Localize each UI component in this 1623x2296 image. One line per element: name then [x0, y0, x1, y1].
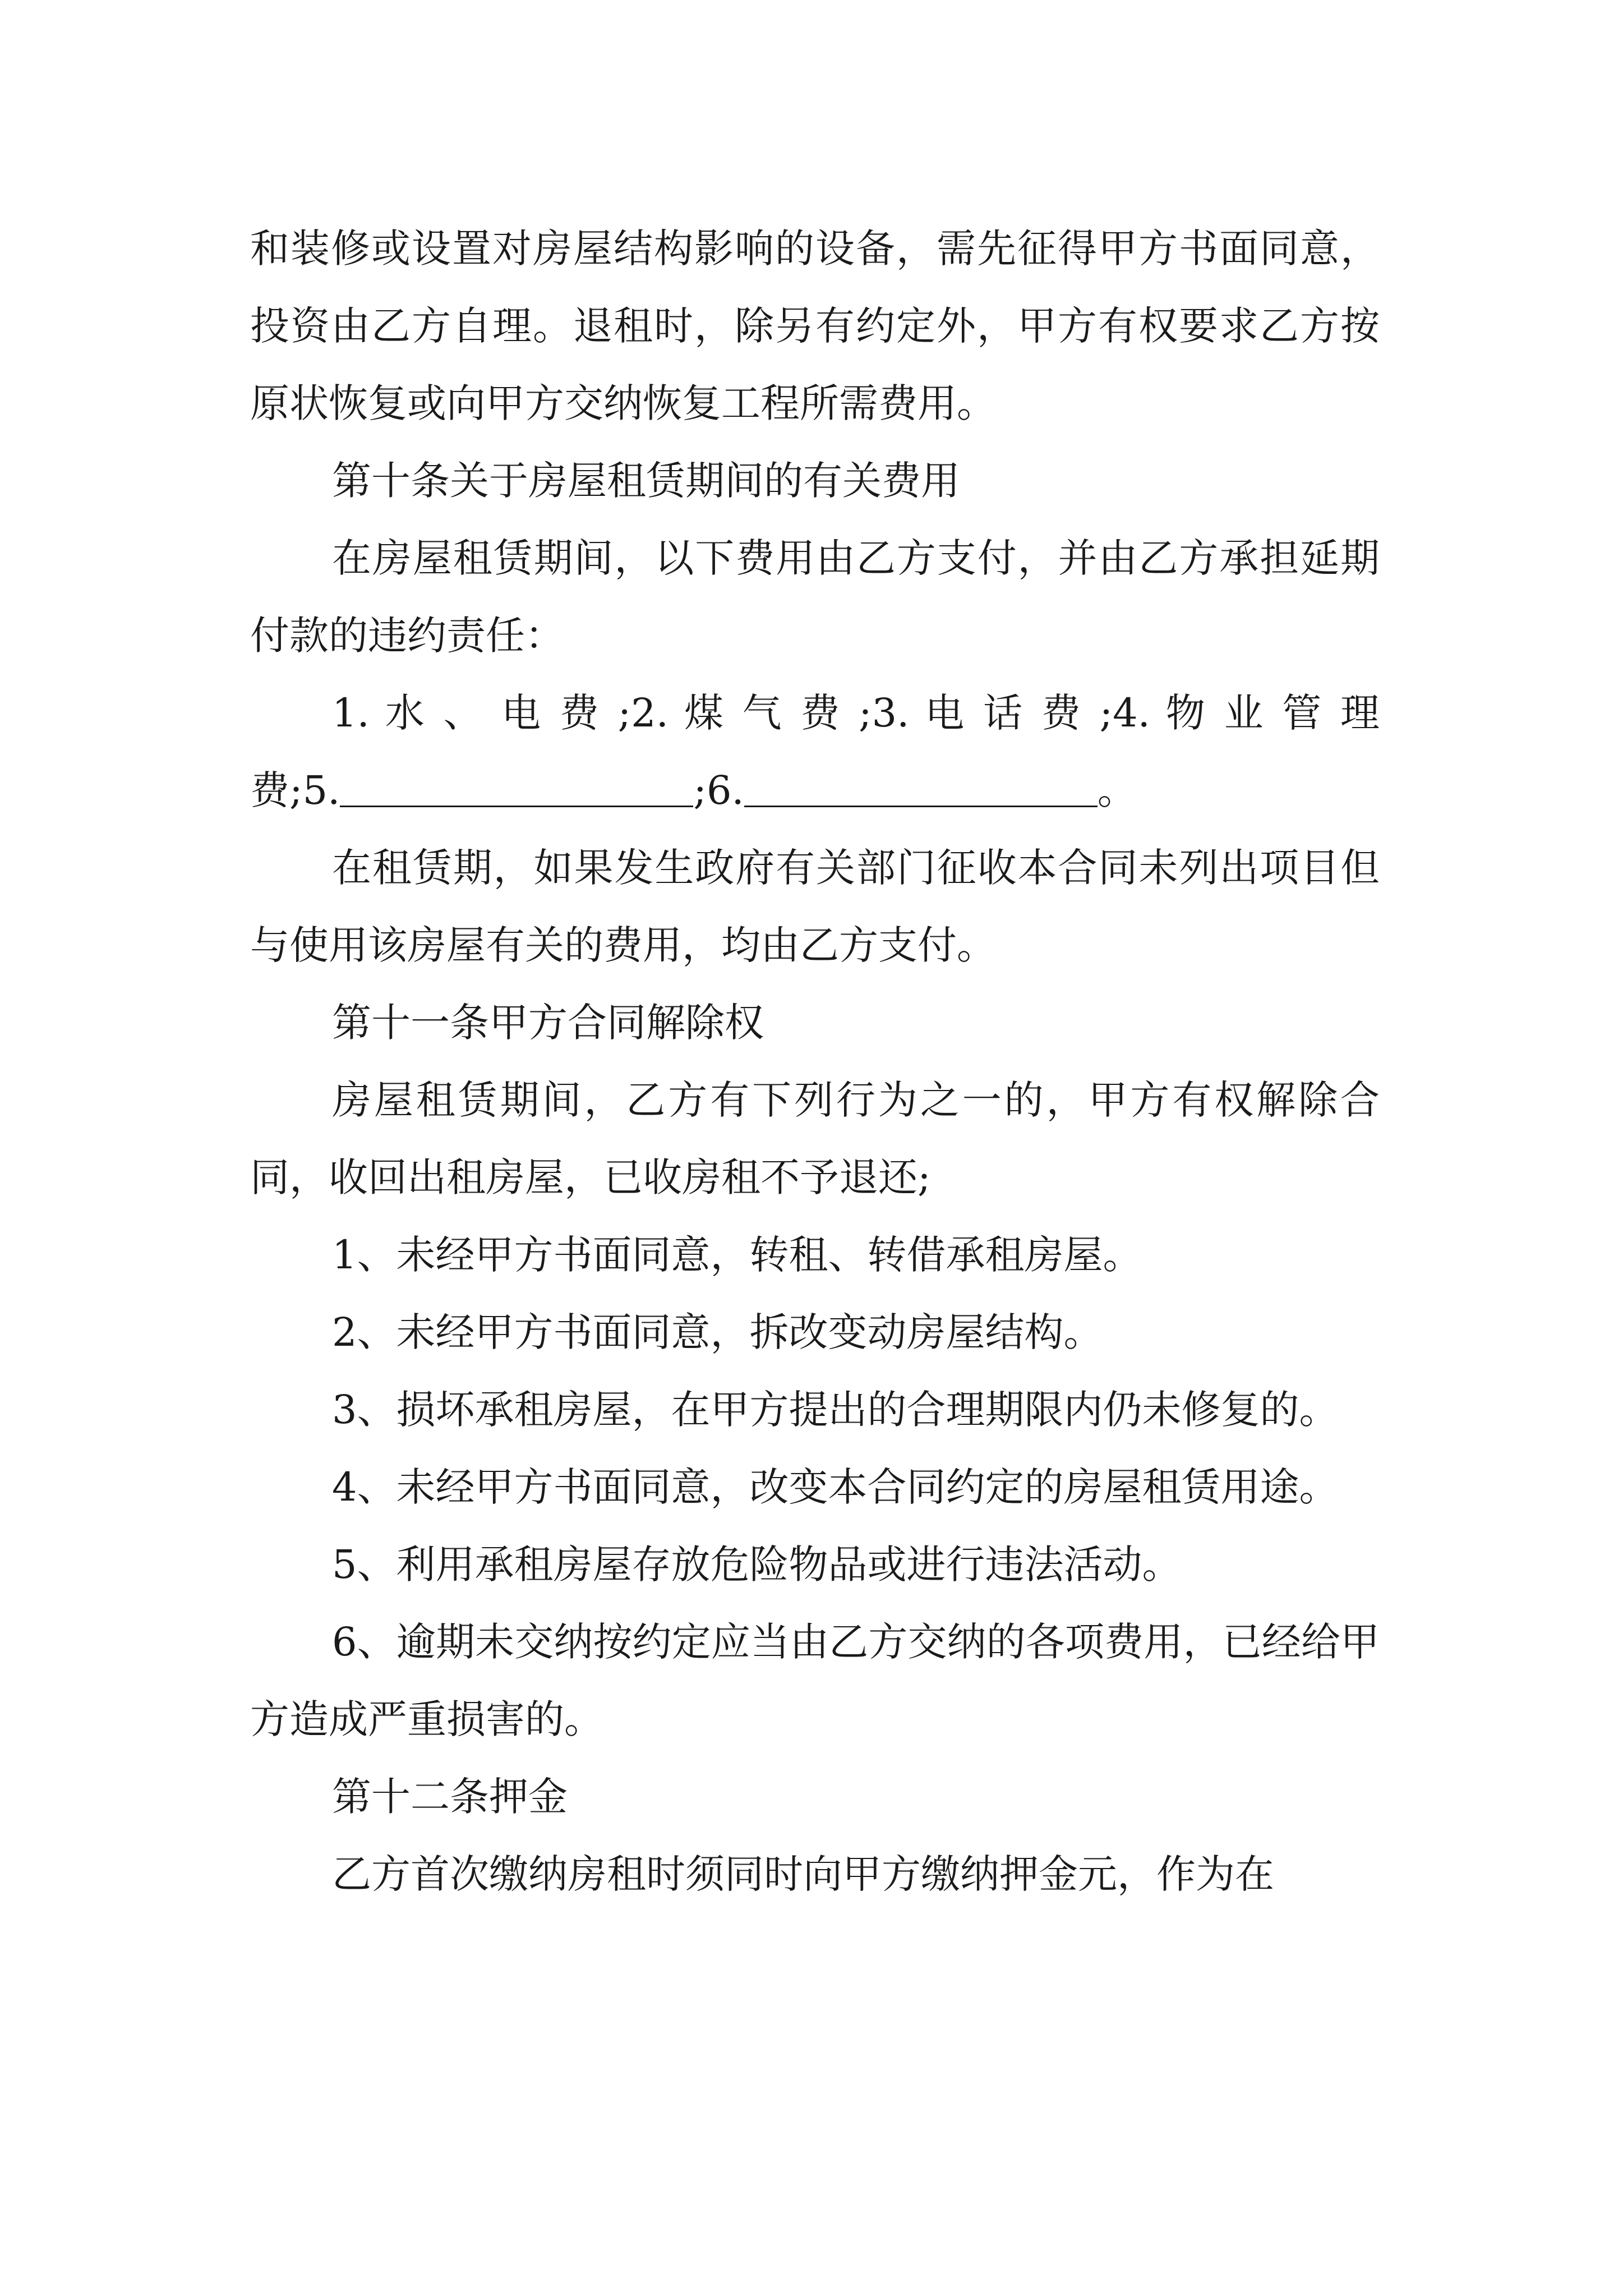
list-item-4: 4、未经甲方书面同意，改变本合同约定的房屋租赁用途。 [332, 1464, 1339, 1510]
paragraph-deposit: 乙方首次缴纳房租时须同时向甲方缴纳押金元，作为在 [332, 1851, 1274, 1897]
list-item-3: 3、损坏承租房屋，在甲方提出的合理期限内仍未修复的。 [332, 1387, 1339, 1433]
list-item-5: 5、利用承租房屋存放危险物品或进行违法活动。 [332, 1542, 1182, 1588]
paragraph-fees-intro: 在房屋租赁期间，以下费用由乙方支付，并由乙方承担延期付款的违约责任： [250, 535, 1380, 659]
paragraph-government-fees: 在租赁期，如果发生政府有关部门征收本合同未列出项目但与使用该房屋有关的费用，均由乙方支付。 [250, 845, 1380, 968]
fee-list-text: 1. 水 、 电 费 ;2. 煤 气 费 ;3. 电 话 费 ;4. 物 业 管 理 费;5. [250, 690, 1380, 813]
document-body [250, 210, 1380, 1913]
list-item-1: 1、未经甲方书面同意，转租、转借承租房屋。 [332, 1232, 1142, 1278]
paragraph-termination-intro: 房屋租赁期间，乙方有下列行为之一的，甲方有权解除合同，收回出租房屋，已收房租不予退还; [250, 1077, 1380, 1200]
fee-list-end: 。 [1097, 767, 1137, 813]
fee-list-separator: ;6. [693, 767, 744, 813]
article-12-heading: 第十二条押金 [332, 1774, 568, 1820]
paragraph-renovation-continued: 和装修或设置对房屋结构影响的设备，需先征得甲方书面同意，投资由乙方自理。退租时，除另有约定外，甲方有权要求乙方按原状恢复或向甲方交纳恢复工程所需费用。 [250, 226, 1380, 426]
article-11-heading: 第十一条甲方合同解除权 [332, 1000, 764, 1046]
blank-field-6 [744, 766, 1098, 807]
article-10-heading: 第十条关于房屋租赁期间的有关费用 [332, 458, 960, 504]
list-item-6: 6、逾期未交纳按约定应当由乙方交纳的各项费用，已经给甲方造成严重损害的。 [250, 1619, 1380, 1742]
paragraph-fee-list [250, 674, 1380, 829]
blank-field-5 [340, 766, 693, 807]
list-item-2: 2、未经甲方书面同意，拆改变动房屋结构。 [332, 1309, 1103, 1355]
